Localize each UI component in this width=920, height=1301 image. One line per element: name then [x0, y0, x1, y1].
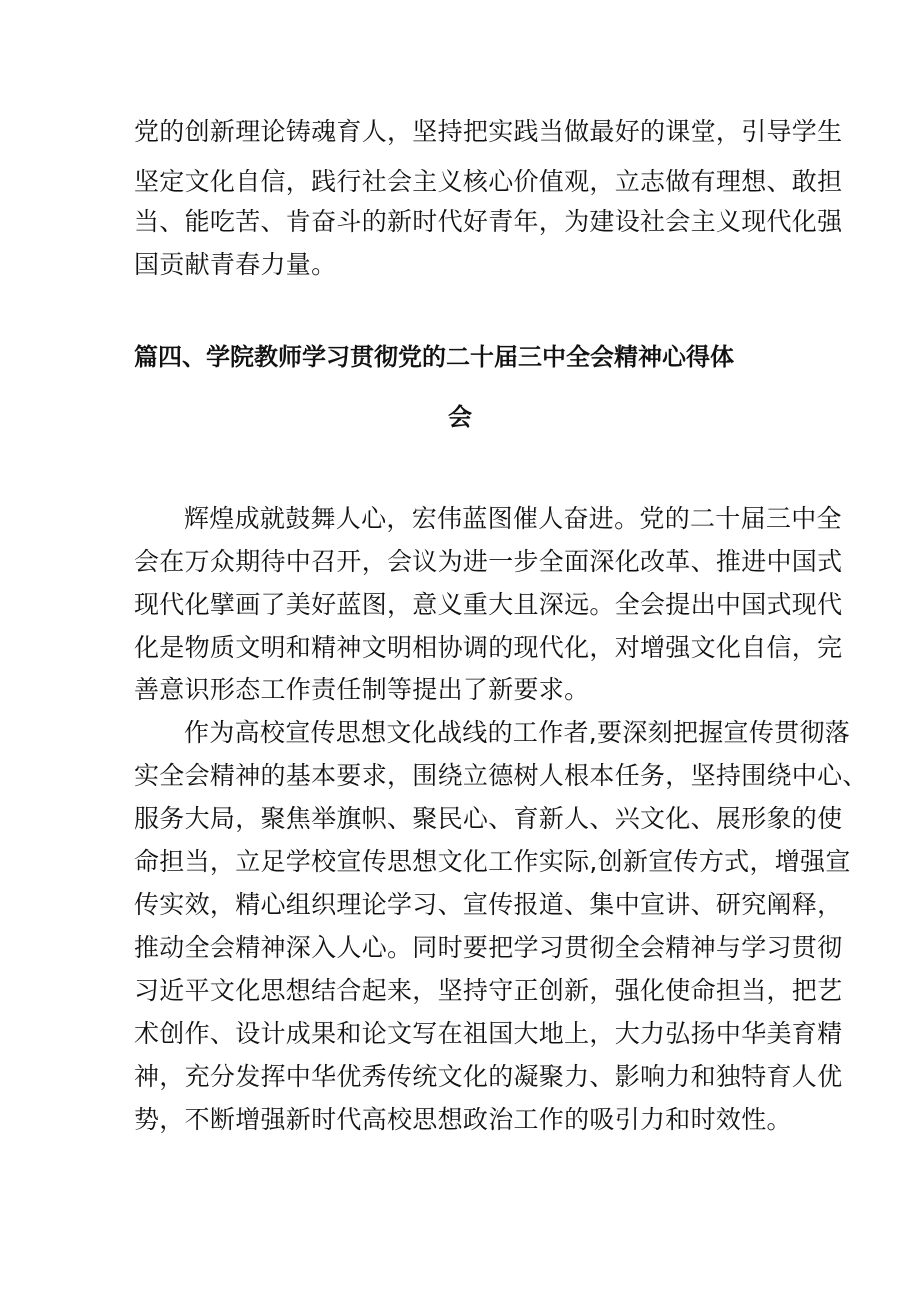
- paragraph-2-line-4: 命担当，立足学校宣传思想文化工作实际,创新宣传方式，增强宣: [134, 847, 851, 876]
- paragraph-2-line-2: 实全会精神的基本要求，围绕立德树人根本任务，坚持围绕中心、: [134, 761, 868, 790]
- paragraph-1-line-1: 辉煌成就鼓舞人心，宏伟蓝图催人奋进。党的二十届三中全: [184, 504, 842, 533]
- paragraph-2-line-10: 势，不断增强新时代高校思想政治工作的吸引力和时效性。: [134, 1105, 792, 1134]
- paragraph-2-line-8: 术创作、设计成果和论文写在祖国大地上，大力弘扬中华美育精: [134, 1019, 843, 1048]
- paragraph-2-line-5: 传实效，精心组织理论学习、宣传报道、集中宣讲、研究阐释，: [134, 890, 843, 919]
- section-heading-line-2: 会: [448, 403, 472, 431]
- paragraph-2-line-9: 神，充分发挥中华优秀传统文化的凝聚力、影响力和独特育人优: [134, 1062, 843, 1091]
- intro-line-4: 国贡献青春力量。: [134, 250, 337, 279]
- intro-line-2: 坚定文化自信，践行社会主义核心价值观，立志做有理想、敢担: [134, 167, 843, 196]
- paragraph-1-line-5: 善意识形态工作责任制等提出了新要求。: [134, 675, 590, 704]
- intro-line-1: 党的创新理论铸魂育人，坚持把实践当做最好的课堂，引导学生: [134, 117, 843, 146]
- paragraph-2-line-6: 推动全会精神深入人心。同时要把学习贯彻全会精神与学习贯彻: [134, 933, 843, 962]
- paragraph-1-line-3: 现代化擘画了美好蓝图，意义重大且深远。全会提出中国式现代: [134, 590, 843, 619]
- paragraph-2-line-1: 作为高校宣传思想文化战线的工作者,要深刻把握宣传贯彻落: [184, 718, 851, 747]
- section-heading-line-1: 篇四、学院教师学习贯彻党的二十届三中全会精神心得体: [134, 343, 734, 371]
- paragraph-1-line-4: 化是物质文明和精神文明相协调的现代化，对增强文化自信，完: [134, 633, 843, 662]
- paragraph-2-line-7: 习近平文化思想结合起来，坚持守正创新，强化使命担当，把艺: [134, 976, 843, 1005]
- paragraph-2-line-3: 服务大局，聚焦举旗帜、聚民心、育新人、兴文化、展形象的使: [134, 804, 843, 833]
- intro-line-3: 当、能吃苦、肯奋斗的新时代好青年，为建设社会主义现代化强: [134, 207, 843, 236]
- paragraph-1-line-2: 会在万众期待中召开，会议为进一步全面深化改革、推进中国式: [134, 547, 843, 576]
